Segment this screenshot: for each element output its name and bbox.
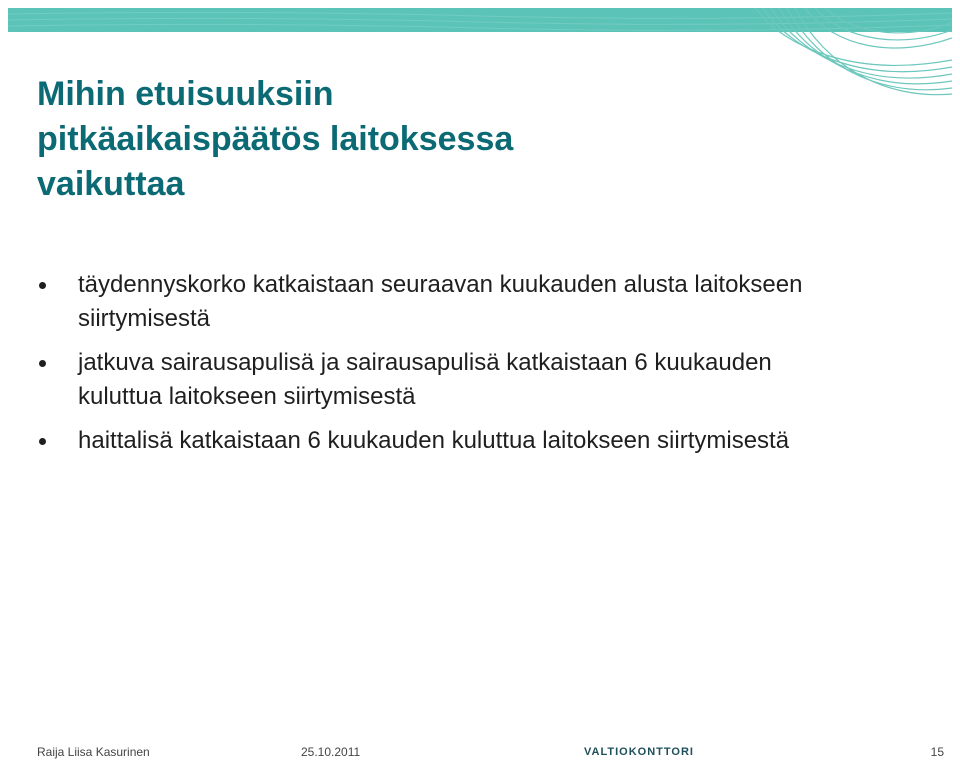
bullet-text: jatkuva sairausapulisä ja sairausapulisä katkaistaan 6 kuukauden kuluttua laitokseen siirtymisestä [78, 349, 772, 410]
slide-title [37, 72, 737, 207]
bullet-text: haittalisä katkaistaan 6 kuukauden kuluttua laitokseen siirtymisestä [78, 427, 790, 454]
page-number: 15 [930, 745, 944, 759]
bullet-dot-icon [39, 360, 46, 367]
bullet-text: täydennyskorko katkaistaan seuraavan kuukauden alusta laitokseen siirtymisestä [78, 271, 803, 332]
bullet-item [37, 268, 817, 336]
bullet-item [37, 424, 817, 458]
bullet-dot-icon [39, 438, 46, 445]
bullet-list [37, 268, 817, 468]
footer-date: 25.10.2011 [301, 745, 361, 759]
slide-footer [0, 745, 960, 761]
bullet-item [37, 346, 817, 414]
valtiokonttori-logo: VALTIOKONTTORI [584, 746, 694, 758]
slide-title-line-3: vaikuttaa [37, 165, 185, 203]
footer-author: Raija Liisa Kasurinen [37, 745, 150, 759]
wave-lines-decoration [745, 8, 952, 98]
bullet-dot-icon [39, 282, 46, 289]
slide-title-line-2: pitkäaikaispäätös laitoksessa [37, 120, 514, 158]
slide-title-line-1: Mihin etuisuuksiin [37, 75, 334, 113]
